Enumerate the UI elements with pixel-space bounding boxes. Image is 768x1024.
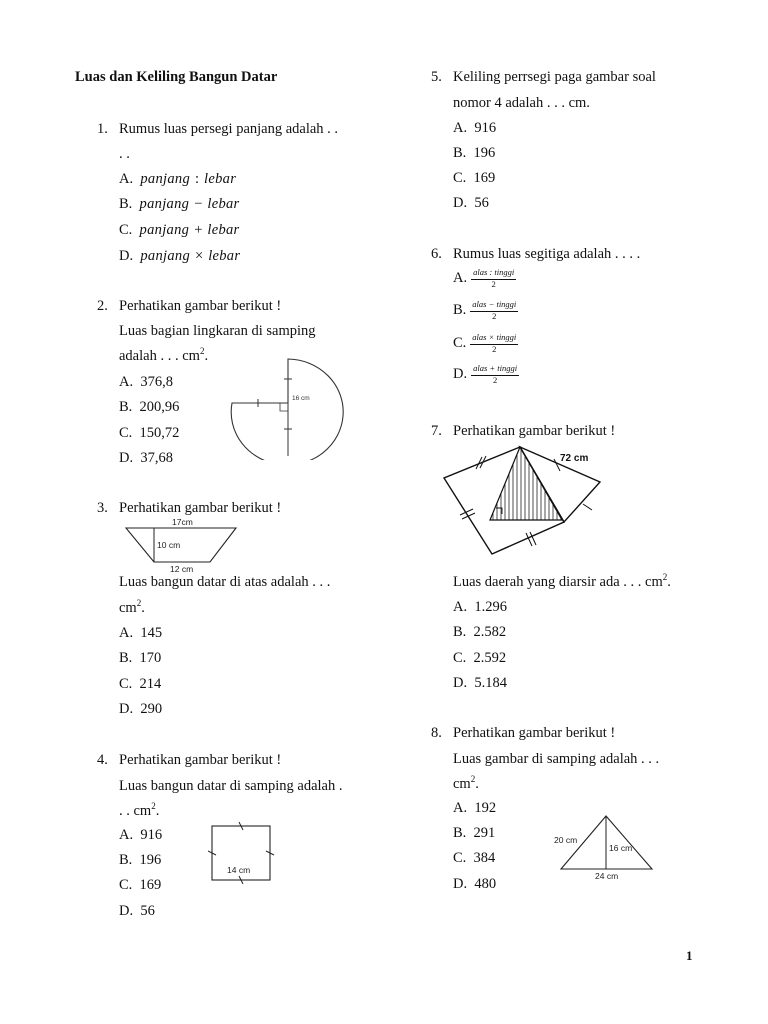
option-letter: B. bbox=[453, 825, 467, 841]
page-number: 1 bbox=[686, 948, 693, 963]
option-letter: C. bbox=[453, 335, 467, 352]
two-squares-figure bbox=[440, 442, 608, 558]
option-value: 56 bbox=[474, 195, 489, 211]
fraction bbox=[471, 268, 516, 290]
height-label: 10 cm bbox=[157, 540, 181, 550]
option-letter: D. bbox=[453, 876, 468, 892]
option-d[interactable] bbox=[119, 450, 173, 467]
option-letter: D. bbox=[119, 450, 134, 466]
option-a[interactable] bbox=[119, 827, 162, 844]
option-letter: B. bbox=[453, 145, 467, 161]
fraction-numerator: alas + tinggi bbox=[471, 364, 519, 376]
option-d[interactable] bbox=[453, 876, 496, 893]
fraction-numerator: alas − tinggi bbox=[470, 300, 518, 312]
fraction-numerator: alas × tinggi bbox=[470, 333, 518, 345]
option-value: 200,96 bbox=[139, 399, 180, 415]
text-part: cm bbox=[453, 776, 471, 792]
fraction-denominator: 2 bbox=[492, 374, 498, 385]
question-intro: Perhatikan gambar berikut ! bbox=[453, 725, 616, 741]
question-intro: Perhatikan gambar berikut ! bbox=[119, 298, 282, 314]
option-c[interactable] bbox=[119, 676, 161, 693]
question-text: Luas gambar di samping adalah . . . bbox=[453, 751, 660, 767]
option-c[interactable] bbox=[453, 170, 495, 187]
option-letter: C. bbox=[453, 650, 467, 666]
question-number: 2. bbox=[97, 298, 108, 314]
option-letter: D. bbox=[119, 903, 134, 919]
fraction bbox=[471, 364, 519, 386]
option-value: 56 bbox=[140, 903, 155, 919]
formula-left: panjang bbox=[139, 196, 190, 212]
option-value: 1.296 bbox=[474, 599, 507, 615]
formula-left: panjang bbox=[140, 248, 190, 264]
option-value: 169 bbox=[139, 877, 162, 893]
option-c[interactable] bbox=[453, 850, 495, 867]
figure-label: 16 cm bbox=[292, 395, 310, 402]
option-value: 150,72 bbox=[139, 425, 180, 441]
option-value: 480 bbox=[474, 876, 497, 892]
text-part: . bbox=[204, 348, 209, 364]
option-letter: B. bbox=[119, 852, 133, 868]
option-value: 384 bbox=[473, 850, 496, 866]
option-a[interactable] bbox=[453, 599, 507, 616]
text-part: . . cm bbox=[119, 803, 152, 819]
option-letter: D. bbox=[453, 675, 468, 691]
question-text-cont: . . bbox=[119, 146, 130, 162]
option-letter: C. bbox=[119, 877, 133, 893]
question-text: Rumus luas persegi panjang adalah . . bbox=[119, 121, 339, 137]
option-letter: C. bbox=[119, 425, 133, 441]
option-value: 196 bbox=[473, 145, 496, 161]
fraction-denominator: 2 bbox=[492, 310, 497, 321]
option-b[interactable] bbox=[119, 196, 239, 213]
page-title: Luas dan Keliling Bangun Datar bbox=[75, 69, 278, 85]
triangle-figure bbox=[550, 813, 660, 881]
text-part: adalah . . . cm bbox=[119, 348, 200, 364]
question-text: Luas bangun datar di samping adalah . bbox=[119, 778, 343, 794]
three-quarter-circle-figure bbox=[228, 355, 353, 460]
question-text: Rumus luas segitiga adalah . . . . bbox=[453, 246, 641, 262]
formula-operator: × bbox=[195, 248, 204, 264]
formula-right: lebar bbox=[207, 196, 240, 212]
formula-left: panjang bbox=[140, 171, 190, 187]
option-value: 916 bbox=[140, 827, 163, 843]
option-c[interactable] bbox=[453, 333, 518, 355]
question-number: 7. bbox=[431, 423, 442, 439]
option-letter: D. bbox=[453, 366, 468, 383]
option-letter: B. bbox=[453, 624, 467, 640]
question-text: Keliling perrsegi paga gambar soal bbox=[453, 69, 656, 85]
left-side-label: 20 cm bbox=[554, 835, 578, 845]
option-letter: B. bbox=[119, 650, 133, 666]
text-part: cm bbox=[119, 600, 137, 616]
trapezoid-outline bbox=[126, 528, 236, 562]
option-value: 290 bbox=[140, 701, 163, 717]
square-figure bbox=[208, 820, 276, 884]
option-a[interactable] bbox=[453, 120, 496, 137]
option-d[interactable] bbox=[119, 248, 240, 265]
question-number: 8. bbox=[431, 725, 442, 741]
text-part: . bbox=[667, 574, 671, 590]
option-b[interactable] bbox=[453, 145, 495, 162]
option-d[interactable] bbox=[119, 903, 155, 920]
formula-right: lebar bbox=[208, 248, 241, 264]
formula-right: lebar bbox=[207, 222, 240, 238]
option-letter: C. bbox=[119, 222, 133, 238]
option-a[interactable] bbox=[119, 171, 236, 188]
formula-left: panjang bbox=[139, 222, 190, 238]
option-letter: B. bbox=[119, 196, 133, 212]
option-letter: A. bbox=[453, 270, 468, 287]
figure-label: 72 cm bbox=[560, 453, 589, 464]
right-angle-mark bbox=[280, 403, 288, 411]
formula-right: lebar bbox=[204, 171, 237, 187]
option-c[interactable] bbox=[119, 222, 239, 239]
fraction-denominator: 2 bbox=[491, 278, 496, 289]
option-letter: C. bbox=[453, 170, 467, 186]
option-b[interactable] bbox=[119, 399, 179, 416]
option-c[interactable] bbox=[453, 650, 506, 667]
superscript: 2 bbox=[199, 346, 205, 357]
question-intro: Perhatikan gambar berikut ! bbox=[453, 423, 616, 439]
bottom-side-label: 12 cm bbox=[170, 564, 194, 572]
option-value: 169 bbox=[473, 170, 496, 186]
option-letter: A. bbox=[453, 800, 468, 816]
option-b[interactable] bbox=[119, 852, 161, 869]
tick-mark bbox=[583, 504, 592, 510]
option-value: 37,68 bbox=[140, 450, 173, 466]
option-c[interactable] bbox=[119, 877, 161, 894]
figure-label: 14 cm bbox=[227, 865, 251, 875]
text-part: Luas daerah yang diarsir ada . . . cm bbox=[453, 574, 663, 590]
option-value: 2.592 bbox=[473, 650, 507, 666]
option-letter: D. bbox=[453, 195, 468, 211]
superscript: 2 bbox=[662, 572, 668, 583]
option-a[interactable] bbox=[453, 800, 496, 817]
height-label: 16 cm bbox=[609, 843, 633, 853]
question-intro: Perhatikan gambar berikut ! bbox=[119, 752, 282, 768]
option-letter: B. bbox=[119, 399, 133, 415]
question-number: 5. bbox=[431, 69, 442, 85]
option-b[interactable] bbox=[453, 825, 495, 842]
option-value: 214 bbox=[139, 676, 162, 692]
fraction-denominator: 2 bbox=[492, 343, 497, 354]
option-letter: A. bbox=[119, 374, 134, 390]
option-letter: D. bbox=[119, 248, 134, 264]
tick-mark bbox=[480, 456, 486, 468]
fraction-numerator: alas : tinggi bbox=[471, 268, 516, 280]
question-number: 6. bbox=[431, 246, 442, 262]
option-d[interactable] bbox=[453, 364, 519, 386]
option-b[interactable] bbox=[453, 624, 506, 641]
option-value: 170 bbox=[139, 650, 162, 666]
question-text bbox=[453, 574, 671, 591]
option-letter: A. bbox=[119, 827, 134, 843]
option-a[interactable] bbox=[453, 268, 516, 290]
top-side-label: 17cm bbox=[172, 517, 193, 527]
option-letter: A. bbox=[119, 171, 134, 187]
option-value: 2.582 bbox=[473, 624, 507, 640]
question-text-cont bbox=[119, 600, 145, 617]
option-letter: C. bbox=[453, 850, 467, 866]
trapezoid-figure bbox=[124, 514, 240, 572]
superscript: 2 bbox=[151, 801, 156, 812]
formula-operator: − bbox=[194, 196, 203, 212]
option-value: 291 bbox=[473, 825, 496, 841]
formula-operator: : bbox=[195, 171, 200, 187]
base-label: 24 cm bbox=[595, 871, 619, 881]
option-letter: A. bbox=[453, 120, 468, 136]
formula-operator: + bbox=[194, 222, 203, 238]
superscript: 2 bbox=[136, 598, 142, 609]
question-number: 1. bbox=[97, 121, 108, 137]
question-text-cont bbox=[119, 348, 208, 365]
text-part: . bbox=[155, 803, 160, 819]
option-value: 145 bbox=[140, 625, 163, 641]
figure-outline bbox=[231, 359, 343, 460]
option-value: 196 bbox=[139, 852, 162, 868]
option-letter: C. bbox=[119, 676, 133, 692]
question-text-cont bbox=[119, 803, 159, 820]
superscript: 2 bbox=[470, 774, 476, 785]
option-d[interactable] bbox=[453, 195, 489, 212]
text-part: . bbox=[475, 776, 479, 792]
text-part: . bbox=[141, 600, 145, 616]
option-d[interactable] bbox=[119, 701, 162, 718]
fraction bbox=[470, 333, 518, 355]
option-value: 192 bbox=[474, 800, 497, 816]
question-intro: Perhatikan gambar berikut ! bbox=[119, 500, 282, 516]
option-a[interactable] bbox=[119, 374, 173, 391]
option-b[interactable] bbox=[453, 300, 518, 322]
option-letter: D. bbox=[119, 701, 134, 717]
question-text-cont: nomor 4 adalah . . . cm. bbox=[453, 95, 590, 111]
option-letter: A. bbox=[453, 599, 468, 615]
option-d[interactable] bbox=[453, 675, 507, 692]
fraction bbox=[470, 300, 518, 322]
option-b[interactable] bbox=[119, 650, 161, 667]
question-text: Luas bagian lingkaran di samping bbox=[119, 323, 316, 339]
question-text: Luas bangun datar di atas adalah . . . bbox=[119, 574, 331, 590]
option-value: 916 bbox=[474, 120, 497, 136]
option-value: 5.184 bbox=[474, 675, 507, 691]
question-number: 4. bbox=[97, 752, 108, 768]
option-c[interactable] bbox=[119, 425, 179, 442]
option-a[interactable] bbox=[119, 625, 162, 642]
option-letter: A. bbox=[119, 625, 134, 641]
option-value: 376,8 bbox=[140, 374, 173, 390]
option-letter: B. bbox=[453, 302, 467, 319]
question-number: 3. bbox=[97, 500, 108, 516]
question-text-cont bbox=[453, 776, 479, 793]
